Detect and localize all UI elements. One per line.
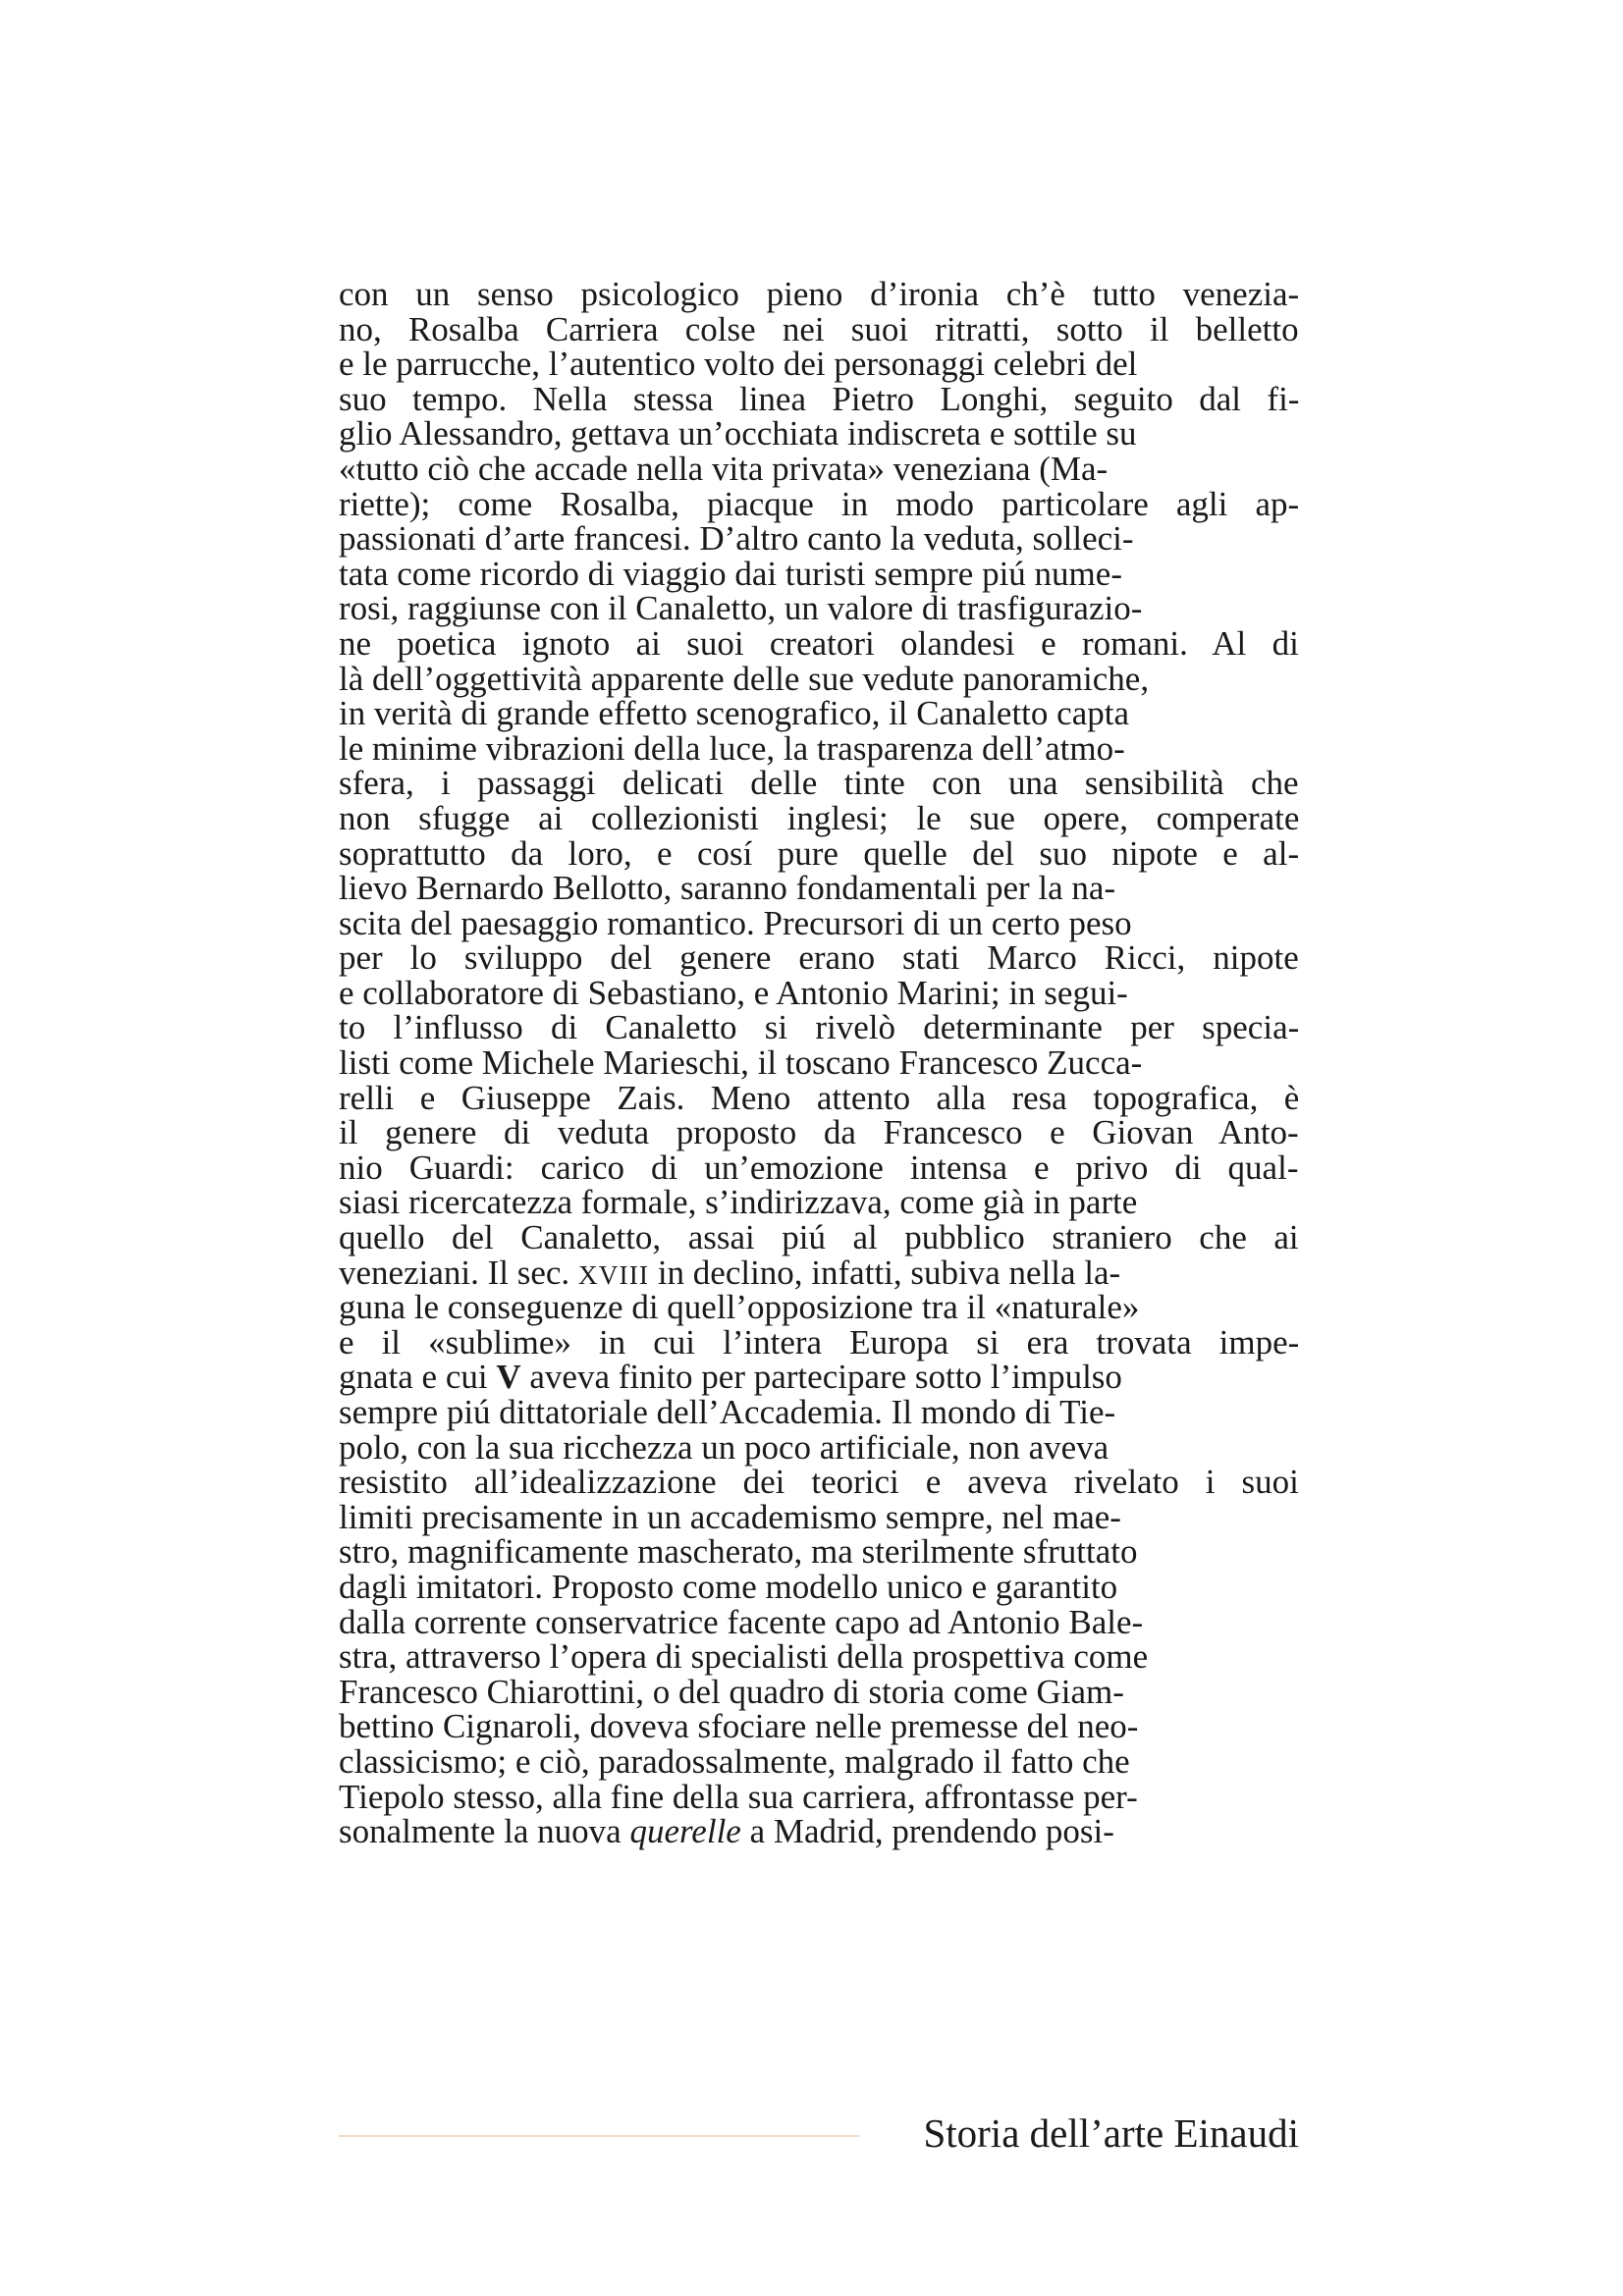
text-line: riette); come Rosalba, piacque in modo particolare agli ap- (339, 484, 1300, 523)
text-line: e le parrucche, l’autentico volto dei personaggi celebri del (339, 345, 1138, 384)
text-line: bettino Cignaroli, doveva sfociare nelle premesse del neo- (339, 1707, 1139, 1746)
text-line: sempre piú dittatoriale dell’Accademia. Il mondo di Tie- (339, 1393, 1116, 1431)
text-line: glio Alessandro, gettava un’occhiata indiscreta e sottile su (339, 414, 1137, 454)
text-line: con un senso psicologico pieno d’ironia ch’è tutto venezia- (339, 275, 1300, 313)
text-line: per lo sviluppo del genere erano stati Marco Ricci, nipote (339, 938, 1299, 978)
text-line: scita del paesaggio romantico. Precursori di un certo peso (339, 903, 1132, 942)
text-line: tata come ricordo di viaggio dai turisti sempre piú nume- (339, 554, 1122, 593)
text-line: sfera, i passaggi delicati delle tinte con una sensibilità che (339, 764, 1299, 803)
text-line: listi come Michele Marieschi, il toscano Francesco Zucca- (339, 1043, 1143, 1083)
text-line: passionati d’arte francesi. D’altro canto la veduta, solleci- (339, 519, 1134, 559)
text-line: là dell’oggettività apparente delle sue vedute panoramiche, (339, 659, 1150, 698)
text-line: stra, attraverso l’opera di specialisti della prospettiva come (339, 1637, 1149, 1677)
text-line: veneziani. Il sec. XVIII in declino, infatti, subiva nella la- (339, 1253, 1121, 1292)
text-line: le minime vibrazioni della luce, la trasparenza dell’atmo- (339, 728, 1125, 768)
text-line: e il «sublime» in cui l’intera Europa si era trovata impe- (339, 1322, 1300, 1362)
text-line: stro, magnificamente mascherato, ma sterilmente sfruttato (339, 1532, 1138, 1572)
text-line: gnata e cui V aveva finito per partecipare sotto l’impulso (339, 1358, 1122, 1397)
text-line: non sfugge ai collezionisti inglesi; le sue opere, comperate (339, 798, 1300, 837)
text-line: suo tempo. Nella stessa linea Pietro Longhi, seguito dal fi- (339, 379, 1300, 418)
text-line: to l’influsso di Canaletto si rivelò determinante per specia- (339, 1008, 1300, 1047)
text-line: il genere di veduta proposto da Francesco e Giovan Anto- (339, 1113, 1299, 1152)
text-line: nio Guardi: carico di un’emozione intensa e privo di qual- (339, 1148, 1299, 1187)
text-line: dagli imitatori. Proposto come modello unico e garantito (339, 1567, 1118, 1606)
text-line: lievo Bernardo Bellotto, saranno fondamentali per la na- (339, 869, 1116, 908)
text-line: Tiepolo stesso, alla fine della sua carriera, affrontasse per- (339, 1777, 1138, 1816)
text-line: no, Rosalba Carriera colse nei suoi ritratti, sotto il belletto (339, 309, 1299, 348)
text-line: polo, con la sua ricchezza un poco artificiale, non aveva (339, 1427, 1109, 1467)
text-line: ne poetica ignoto ai suoi creatori olandesi e romani. Al di (339, 623, 1299, 663)
text-line: limiti precisamente in un accademismo sempre, nel mae- (339, 1497, 1121, 1536)
text-line: guna le conseguenze di quell’opposizione tra il «naturale» (339, 1288, 1140, 1327)
text-line: classicismo; e ciò, paradossalmente, malgrado il fatto che (339, 1741, 1130, 1781)
text-line: soprattutto da loro, e cosí pure quelle del suo nipote e al- (339, 833, 1300, 873)
text-line: siasi ricercatezza formale, s’indirizzava, come già in parte (339, 1183, 1138, 1222)
footer-title: Storia dell’arte Einaudi (923, 2110, 1299, 2156)
text-line: e collaboratore di Sebastiano, e Antonio Marini; in segui- (339, 973, 1128, 1012)
text-line: rosi, raggiunse con il Canaletto, un valore di trasfigurazio- (339, 589, 1143, 628)
text-line: Francesco Chiarottini, o del quadro di storia come Giam- (339, 1672, 1124, 1711)
text-line: quello del Canaletto, assai piú al pubblico straniero che ai (339, 1218, 1299, 1257)
body-text (339, 277, 1299, 1849)
page-footer (339, 2109, 1299, 2158)
text-line: resistito all’idealizzazione dei teorici e aveva rivelato i suoi (339, 1463, 1299, 1502)
text-line: «tutto ciò che accade nella vita privata» veneziana (Ma- (339, 449, 1109, 488)
text-line: in verità di grande effetto scenografico, il Canaletto capta (339, 694, 1129, 733)
text-line: dalla corrente conservatrice facente capo ad Antonio Bale- (339, 1602, 1144, 1641)
footer-rule (339, 2135, 859, 2137)
text-line: sonalmente la nuova querelle a Madrid, prendendo posi- (339, 1812, 1114, 1851)
text-line: relli e Giuseppe Zais. Meno attento alla resa topografica, è (339, 1078, 1300, 1117)
